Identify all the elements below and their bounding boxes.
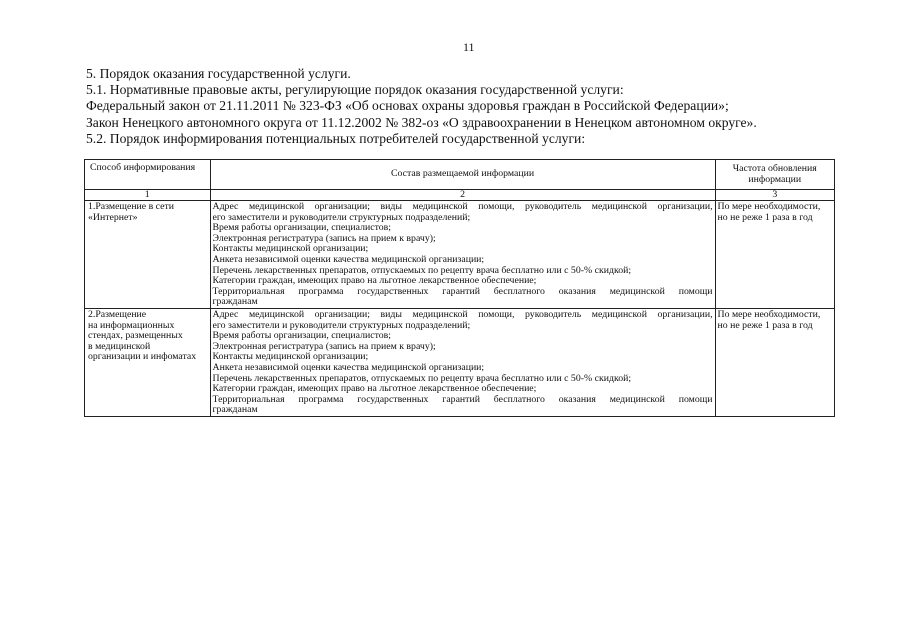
table-header-row bbox=[85, 160, 835, 190]
column-number: 1 bbox=[85, 190, 211, 201]
table-row bbox=[85, 308, 835, 416]
content-line: Анкета независимой оценки качества медицинской организации; bbox=[212, 253, 485, 265]
header-frequency: Частота обновления информации bbox=[715, 160, 834, 190]
content-line: его заместители и руководители структурных подразделений; bbox=[212, 319, 471, 331]
frequency-cell bbox=[715, 201, 834, 309]
way-line: в медицинской bbox=[88, 340, 151, 352]
way-cell bbox=[85, 308, 211, 416]
content-line: Адрес медицинской организации; виды медицинской помощи, руководитель медицинской организации, bbox=[212, 201, 713, 212]
section-heading bbox=[86, 66, 866, 147]
content-line: Время работы организации, специалистов; bbox=[212, 222, 391, 234]
content-line: его заместители и руководители структурных подразделений; bbox=[212, 211, 471, 223]
content-cell bbox=[210, 308, 715, 416]
frequency-line: По мере необходимости, bbox=[717, 201, 821, 212]
frequency-line: но не реже 1 раза в год bbox=[717, 211, 813, 223]
content-line: гражданам bbox=[212, 296, 258, 308]
content-cell bbox=[210, 201, 715, 309]
content-line: Контакты медицинской организации; bbox=[212, 243, 369, 255]
frequency-line: По мере необходимости, bbox=[717, 308, 821, 320]
content-line: Время работы организации, специалистов; bbox=[212, 330, 391, 342]
page-number: 11 bbox=[463, 40, 475, 54]
header-content: Состав размещаемой информации bbox=[210, 160, 715, 190]
heading-line: Закон Ненецкого автономного округа от 11.12.2002 № 382-оз «О здравоохранении в Ненецком автономном округе». bbox=[86, 114, 757, 130]
way-line: на информационных bbox=[88, 319, 175, 331]
header-way: Способ информирования bbox=[85, 160, 211, 190]
content-line: Территориальная программа государственных гарантий бесплатного оказания медицинской помощи bbox=[212, 285, 713, 297]
content-line: гражданам bbox=[212, 404, 258, 416]
content-line: Анкета независимой оценки качества медицинской организации; bbox=[212, 361, 485, 373]
content-line: Электронная регистратура (запись на прием к врачу); bbox=[212, 340, 436, 352]
heading-line: Федеральный закон от 21.11.2011 № 323-ФЗ «Об основах охраны здоровья граждан в Российской Федерации»; bbox=[86, 98, 729, 114]
way-cell bbox=[85, 201, 211, 309]
frequency-line: но не реже 1 раза в год bbox=[717, 319, 813, 331]
content-line: Перечень лекарственных препаратов, отпускаемых по рецепту врача бесплатно или с 50-% скидкой; bbox=[212, 372, 632, 384]
heading-line: 5.2. Порядок информирования потенциальных потребителей государственной услуги: bbox=[86, 130, 586, 146]
content-line: Адрес медицинской организации; виды медицинской помощи, руководитель медицинской организации, bbox=[212, 308, 713, 320]
content-line: Категории граждан, имеющих право на льготное лекарственное обеспечение; bbox=[212, 383, 537, 395]
way-line: стендах, размещенных bbox=[88, 330, 183, 342]
content-line: Перечень лекарственных препаратов, отпускаемых по рецепту врача бесплатно или с 50-% скидкой; bbox=[212, 264, 632, 276]
heading-line: 5.1. Нормативные правовые акты, регулирующие порядок оказания государственной услуги: bbox=[86, 82, 624, 98]
way-line: 2.Размещение bbox=[88, 308, 147, 320]
frequency-cell bbox=[715, 308, 834, 416]
table-row bbox=[85, 201, 835, 309]
content-line: Электронная регистратура (запись на прием к врачу); bbox=[212, 232, 436, 244]
heading-line: 5. Порядок оказания государственной услуги. bbox=[86, 66, 351, 81]
way-line: 1.Размещение в сети bbox=[88, 201, 175, 212]
content-line: Категории граждан, имеющих право на льготное лекарственное обеспечение; bbox=[212, 275, 537, 287]
column-number: 3 bbox=[715, 190, 834, 201]
column-number: 2 bbox=[210, 190, 715, 201]
way-line: организации и инфоматах bbox=[88, 351, 197, 363]
content-line: Контакты медицинской организации; bbox=[212, 351, 369, 363]
way-line: «Интернет» bbox=[88, 211, 138, 223]
content-line: Территориальная программа государственных гарантий бесплатного оказания медицинской помощи bbox=[212, 393, 713, 405]
information-table bbox=[84, 159, 835, 417]
table-number-row bbox=[85, 190, 835, 201]
